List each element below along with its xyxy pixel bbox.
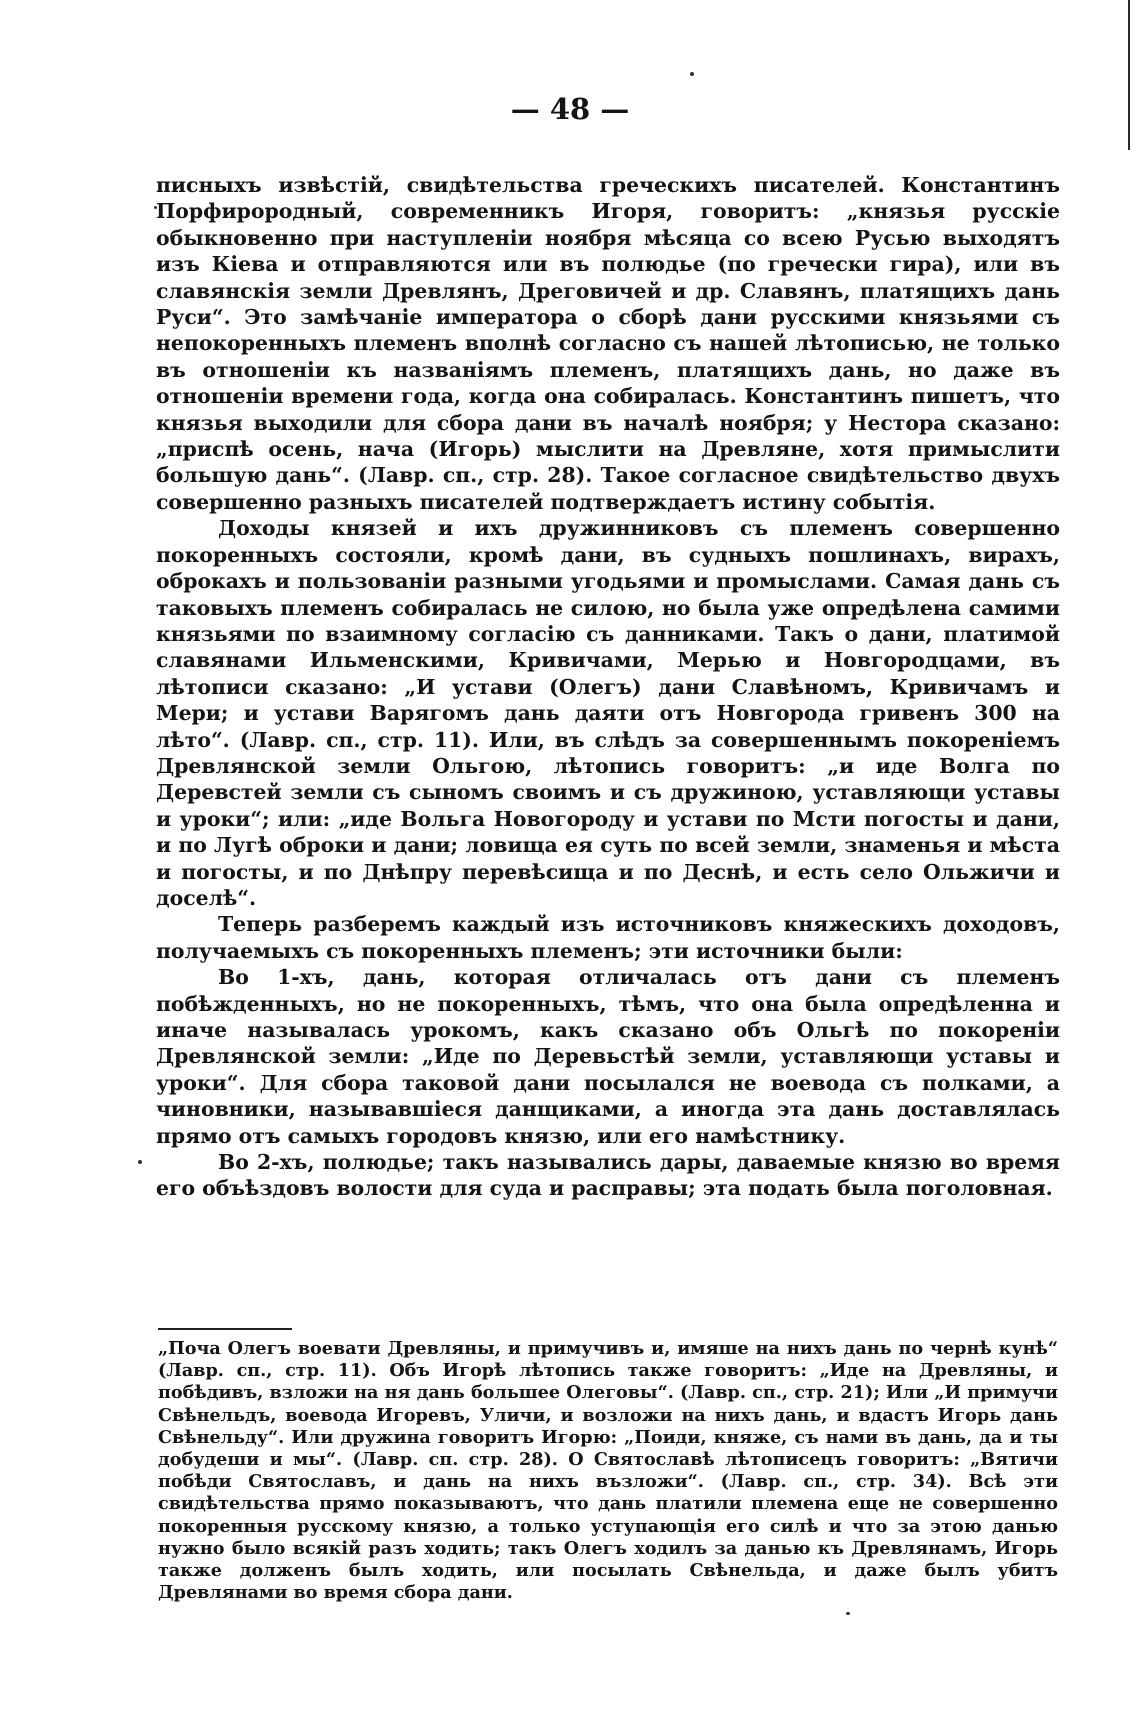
scan-speck	[846, 1612, 850, 1615]
paragraph: Во 2-хъ, полюдье; такъ назывались дары, даваемые князю во время его объѣздовъ волости для суда и расправы; эта подать была поголовная.	[156, 1150, 1060, 1201]
page-number: — 48 —	[510, 92, 630, 126]
footnote	[158, 1338, 1058, 1604]
paragraph: писныхъ извѣстій, свидѣтельства греческихъ писателей. Константинъ Порфирородный, современникъ Игоря, говоритъ: „князья русскіе обыкновенно при наступленіи ноября мѣсяца со всею Русью выходятъ изъ Кіева и отправляются или въ полюдье (по гречески гира), или въ славянскія земли Древлянъ, Дреговичей и др. Славянъ, платящихъ дань Руси“. Это замѣчаніе императора о сборѣ дани русскими князьями съ непокоренныхъ племенъ вполнѣ согласно съ нашей лѣтописью, не только въ отношеніи къ названіямъ племенъ, платящихъ дань, но даже въ отношеніи времени года, когда она собиралась. Константинъ пишетъ, что князья выходили для сбора дани въ началѣ ноября; у Нестора сказано: „приспѣ осень, нача (Игорь) мыслити на Древляне, хотя примыслити большую дань“. (Лавр. сп., стр. 28). Такое согласное свидѣтельство двухъ совершенно разныхъ писателей подтверждаетъ истину событія.	[156, 173, 1060, 514]
paragraph: Во 1-хъ, дань, которая отличалась отъ дани съ племенъ побѣжденныхъ, но не покоренныхъ, тѣмъ, что она была опредѣленна и иначе называлась урокомъ, какъ сказано объ Ольгѣ по покореніи Древлянской земли: „Иде по Деревьстѣй земли, уставляющи уставы и уроки“. Для сбора таковой дани посылался не воевода съ полками, а чиновники, называвшіеся данщиками, а иногда эта дань доставлялась прямо отъ самыхъ городовъ князю, или его намѣстнику.	[156, 965, 1060, 1148]
scan-speck	[690, 72, 694, 76]
paragraph: Доходы князей и ихъ дружинниковъ съ племенъ совершенно покоренныхъ состояли, кромѣ дани, въ судныхъ пошлинахъ, вирахъ, оброкахъ и пользованіи разными угодьями и промыслами. Самая дань съ таковыхъ племенъ собиралась не силою, но была уже опредѣлена самими князьями по взаимному согласію съ данниками. Такъ о дани, платимой славянами Ильменскими, Кривичами, Мерью и Новгородцами, въ лѣтописи сказано: „И устави (Олегъ) дани Славѣномъ, Кривичамъ и Мери; и устави Варягомъ дань даяти отъ Новгорода гривенъ 300 на лѣто“. (Лавр. сп., стр. 11). Или, въ слѣдъ за совершеннымъ покореніемъ Древлянской земли Ольгою, лѣтопись говоритъ: „и иде Волга по Деревстей земли съ сыномъ своимъ и съ дружиною, уставляющи уставы и уроки“; или: „иде Вольга Новогороду и устави по Мсти погосты и дани, и по Лугѣ оброки и дани; ловища ея суть по всей земли, знаменья и мѣста и погосты, и по Днѣпру перевѣсища и по Деснѣ, и есть село Ольжичи и доселѣ“.	[156, 516, 1060, 910]
page-edge-line	[1128, 0, 1130, 150]
footnote-divider	[158, 1328, 292, 1330]
main-text	[156, 172, 1060, 1202]
footnote-paragraph: „Поча Олегъ воевати Древляны, и примучивъ и, имяше на нихъ дань по чернѣ кунѣ“ (Лавр. сп., стр. 11). Объ Игорѣ лѣтопись также говоритъ: „Иде на Древляны, и побѣдивъ, взложи на ня дань большее Олеговы“. (Лавр. сп., стр. 21); Или „И примучи Свѣнельдъ, воевода Игоревъ, Уличи, и возложи на нихъ дань, и вдастъ Игорь дань Свѣнельду“. Или дружина говоритъ Игорю: „Поиди, княже, съ нами въ дань, да и ты добудеши и мы“. (Лавр. сп. стр. 28). О Святославѣ лѣтописецъ говоритъ: „Вятичи побѣди Святославъ, и дань на нихъ възложи“. (Лавр. сп., стр. 34). Всѣ эти свидѣтельства прямо показываютъ, что дань платили племена еще не совершенно покоренныя русскому князю, а только уступающія его силѣ и что за этою данью нужно было всякій разъ ходить; такъ Олегъ ходилъ за данью къ Древлянамъ, Игорь также долженъ былъ ходить, или посылать Свѣнельда, и даже былъ убитъ Древлянами во время сбора дани.	[158, 1338, 1058, 1604]
scan-speck	[138, 1160, 142, 1164]
paragraph: Теперь разберемъ каждый изъ источниковъ княжескихъ доходовъ, получаемыхъ съ покоренныхъ племенъ; эти источники были:	[156, 912, 1060, 963]
